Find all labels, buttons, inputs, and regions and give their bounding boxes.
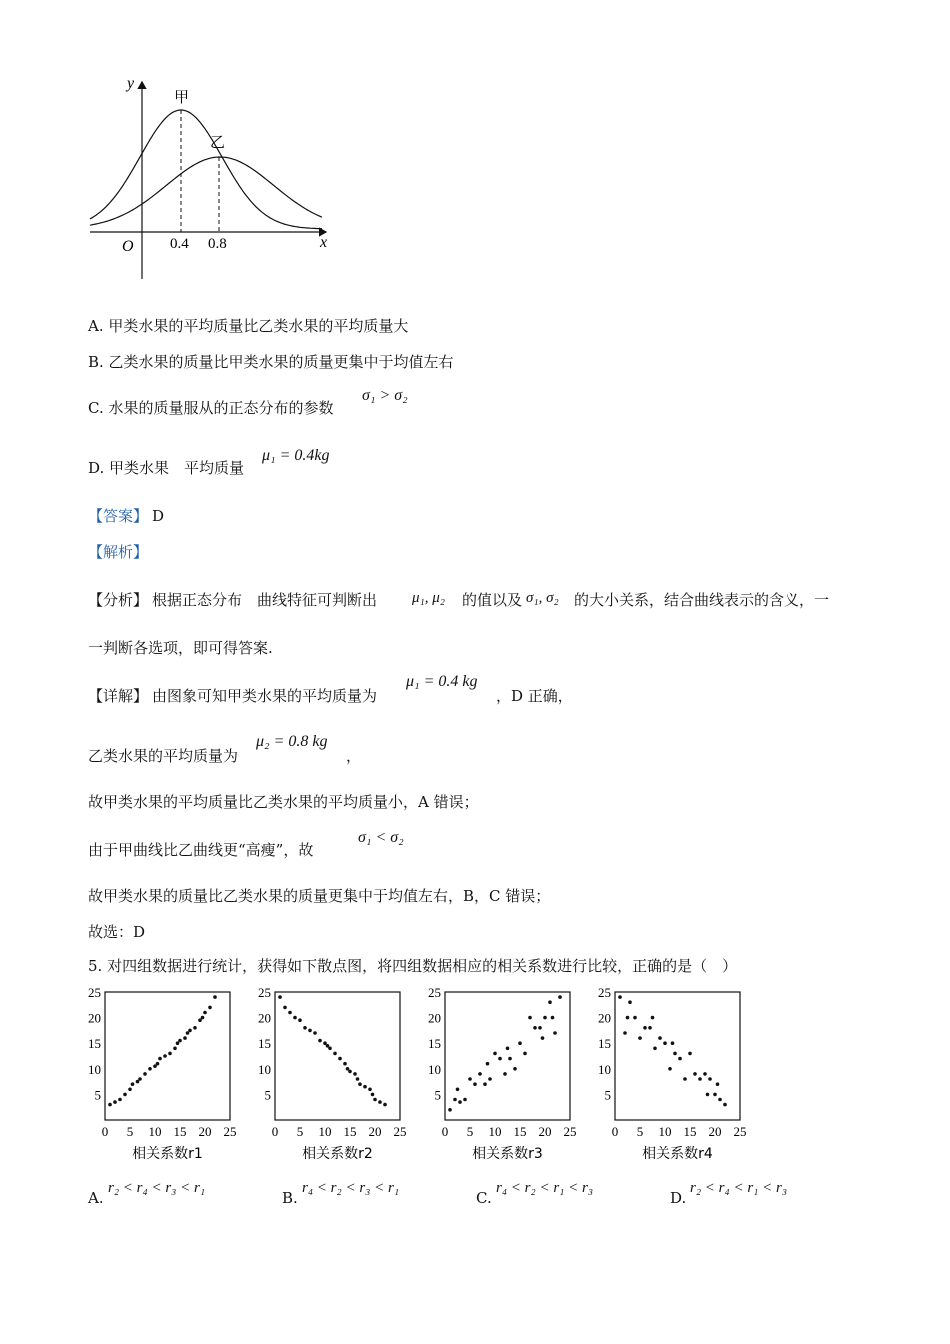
scatter-point xyxy=(663,1041,667,1045)
q5-option-a-math: r₂ < r₄ < r₃ < r₁ xyxy=(108,1180,206,1196)
scatter-point xyxy=(506,1047,510,1051)
fenxi-text-2: 的值以及 xyxy=(462,591,523,609)
y-tick-label: 20 xyxy=(88,1010,101,1026)
scatter-point xyxy=(203,1011,207,1015)
scatter-point xyxy=(368,1088,372,1092)
scatter-point xyxy=(358,1082,362,1086)
scatter-point xyxy=(633,1016,637,1020)
scatter-point xyxy=(298,1018,302,1022)
scatter-point xyxy=(648,1026,652,1030)
q5-option-b-label: B. xyxy=(282,1189,298,1207)
x-axis-label: x xyxy=(320,234,328,251)
scatter-point xyxy=(653,1047,657,1051)
q4-option-d-math: μ₁ = 0.4kg xyxy=(262,447,330,464)
y-tick-label: 25 xyxy=(88,985,101,1000)
scatter-point xyxy=(373,1098,377,1102)
scatter-point xyxy=(716,1082,720,1086)
detail-line-5: 故甲类水果的质量比乙类水果的质量更集中于均值左右，B，C 错误； xyxy=(88,887,551,905)
scatter-point xyxy=(201,1016,205,1020)
x-tick-label: 20 xyxy=(368,1124,382,1139)
scatter-point xyxy=(333,1052,337,1056)
scatter-point xyxy=(453,1098,457,1102)
scatter-frame-3 xyxy=(445,992,570,1120)
fenxi-text-1: 根据正态分布 曲线特征可判断出 xyxy=(152,591,378,609)
scatter-point xyxy=(638,1036,642,1040)
fenxi-line-2: 一判断各选项，即可得答案. xyxy=(88,639,273,657)
scatter-point xyxy=(113,1100,117,1104)
y-tick-label: 25 xyxy=(598,985,611,1000)
curve-jia-label: 甲 xyxy=(174,90,190,106)
scatter-point xyxy=(198,1018,202,1022)
q4-option-b: B. 乙类水果的质量比甲类水果的质量更集中于均值左右 xyxy=(88,353,454,371)
x-tick-label: 15 xyxy=(343,1124,357,1139)
analysis-tag: 【解析】 xyxy=(88,543,149,561)
y-tick-label: 10 xyxy=(428,1061,441,1077)
scatter-point xyxy=(186,1031,190,1035)
scatter-point xyxy=(458,1100,462,1104)
fenxi-math-1: μ₁, μ₂ xyxy=(412,590,445,606)
y-tick-label: 15 xyxy=(258,1036,271,1052)
x-tick-label: 15 xyxy=(173,1124,187,1139)
x-tick-label: 25 xyxy=(393,1124,407,1139)
scatter-point xyxy=(493,1052,497,1056)
answer-value: D xyxy=(152,507,165,525)
detail-line-6: 故选：D xyxy=(88,923,146,941)
y-tick-label: 5 xyxy=(604,1087,611,1103)
scatter-point xyxy=(538,1026,542,1030)
scatter-point xyxy=(688,1052,692,1056)
scatter-point xyxy=(213,995,217,999)
scatter-point xyxy=(706,1093,710,1097)
scatter-point xyxy=(618,995,622,999)
scatter-frame-4 xyxy=(615,992,740,1120)
scatter-point xyxy=(178,1039,182,1043)
scatter-xlabel-1: 相关系数r1 xyxy=(132,1146,203,1162)
y-tick-label: 25 xyxy=(258,985,271,1000)
y-axis-label: y xyxy=(127,75,135,92)
scatter-plots xyxy=(80,982,770,1164)
scatter-point xyxy=(498,1057,502,1061)
scatter-point xyxy=(293,1016,297,1020)
tick-label-0-4: 0.4 xyxy=(170,236,189,252)
scatter-point xyxy=(378,1100,382,1104)
y-tick-label: 25 xyxy=(428,985,441,1000)
scatter-point xyxy=(541,1036,545,1040)
detail-text-4: 由于甲曲线比乙曲线更“高瘦”，故 xyxy=(88,841,314,859)
fenxi-tag: 【分析】 xyxy=(88,591,149,609)
curve-yi xyxy=(90,157,322,225)
y-tick-label: 10 xyxy=(598,1061,611,1077)
x-tick-label: 20 xyxy=(538,1124,552,1139)
scatter-point xyxy=(208,1006,212,1010)
scatter-point xyxy=(478,1072,482,1076)
detail-math-1: μ₁ = 0.4 kg xyxy=(406,673,478,690)
detail-math-4: σ₁ < σ₂ xyxy=(358,829,404,846)
scatter-point xyxy=(643,1026,647,1030)
scatter-point xyxy=(523,1052,527,1056)
y-tick-label: 20 xyxy=(598,1010,611,1026)
q5-stem: 5. 对四组数据进行统计，获得如下散点图，将四组数据相应的相关系数进行比较，正确的是（ ） xyxy=(88,957,738,975)
scatter-point xyxy=(463,1098,467,1102)
scatter-point xyxy=(508,1057,512,1061)
scatter-point xyxy=(371,1093,375,1097)
scatter-point xyxy=(303,1026,307,1030)
scatter-point xyxy=(533,1026,537,1030)
scatter-point xyxy=(456,1088,460,1092)
x-tick-label: 5 xyxy=(126,1124,134,1139)
q5-option-a-label: A. xyxy=(88,1189,104,1207)
scatter-point xyxy=(118,1098,122,1102)
scatter-point xyxy=(168,1052,172,1056)
q4-option-c-text: C. 水果的质量服从的正态分布的参数 xyxy=(88,399,334,417)
scatter-point xyxy=(176,1041,180,1045)
scatter-point xyxy=(278,995,282,999)
y-tick-label: 20 xyxy=(428,1010,441,1026)
q5-option-c-label: C. xyxy=(476,1189,492,1207)
x-tick-label: 0 xyxy=(611,1124,619,1139)
scatter-point xyxy=(343,1062,347,1066)
y-tick-label: 15 xyxy=(88,1036,101,1052)
detail-line-3: 故甲类水果的平均质量比乙类水果的平均质量小，A 错误； xyxy=(88,793,479,811)
scatter-point xyxy=(188,1029,192,1033)
scatter-point xyxy=(628,1000,632,1004)
detail-text-1: 由图象可知甲类水果的平均质量为 xyxy=(152,687,378,705)
scatter-point xyxy=(163,1054,167,1058)
detail-text-1b: ，D 正确， xyxy=(496,687,573,705)
scatter-point xyxy=(363,1085,367,1089)
q5-option-b-math: r₄ < r₂ < r₃ < r₁ xyxy=(302,1180,400,1196)
fenxi-text-3: 的大小关系，结合曲线表示的含义，一 xyxy=(574,591,830,609)
scatter-point xyxy=(173,1047,177,1051)
detail-math-2: μ₂ = 0.8 kg xyxy=(256,733,328,750)
scatter-point xyxy=(693,1072,697,1076)
q5-option-d-label: D. xyxy=(670,1189,687,1207)
curve-jia xyxy=(90,110,322,229)
detail-tag: 【详解】 xyxy=(88,687,149,705)
normal-curves-figure xyxy=(86,72,346,287)
scatter-point xyxy=(318,1039,322,1043)
scatter-xlabel-4: 相关系数r4 xyxy=(642,1146,713,1162)
scatter-point xyxy=(626,1016,630,1020)
scatter-point xyxy=(383,1103,387,1107)
y-tick-label: 20 xyxy=(258,1010,271,1026)
x-tick-label: 5 xyxy=(296,1124,304,1139)
x-tick-label: 20 xyxy=(198,1124,212,1139)
scatter-point xyxy=(548,1000,552,1004)
scatter-point xyxy=(473,1082,477,1086)
scatter-point xyxy=(123,1093,127,1097)
q4-option-d-text: D. 甲类水果 平均质量 xyxy=(88,459,245,477)
scatter-point xyxy=(488,1077,492,1081)
y-tick-label: 5 xyxy=(434,1087,441,1103)
scatter-point xyxy=(346,1067,350,1071)
scatter-point xyxy=(108,1103,112,1107)
x-tick-label: 20 xyxy=(708,1124,722,1139)
scatter-point xyxy=(651,1016,655,1020)
scatter-point xyxy=(623,1031,627,1035)
y-tick-label: 10 xyxy=(88,1061,101,1077)
scatter-point xyxy=(673,1052,677,1056)
scatter-point xyxy=(313,1031,317,1035)
scatter-point xyxy=(483,1082,487,1086)
scatter-point xyxy=(543,1016,547,1020)
scatter-point xyxy=(468,1077,472,1081)
answer-tag: 【答案】 xyxy=(88,507,149,525)
scatter-point xyxy=(668,1067,672,1071)
x-tick-label: 10 xyxy=(658,1124,672,1139)
scatter-point xyxy=(703,1072,707,1076)
scatter-point xyxy=(708,1077,712,1081)
scatter-point xyxy=(356,1077,360,1081)
scatter-point xyxy=(283,1006,287,1010)
scatter-xlabel-3: 相关系数r3 xyxy=(472,1146,543,1162)
scatter-point xyxy=(448,1108,452,1112)
x-tick-label: 0 xyxy=(271,1124,279,1139)
fenxi-math-2: σ₁, σ₂ xyxy=(526,590,559,606)
x-tick-label: 5 xyxy=(636,1124,644,1139)
y-tick-label: 15 xyxy=(598,1036,611,1052)
x-tick-label: 25 xyxy=(223,1124,237,1139)
scatter-point xyxy=(713,1093,717,1097)
scatter-point xyxy=(683,1077,687,1081)
origin-label: O xyxy=(122,238,134,255)
scatter-point xyxy=(348,1070,352,1074)
curve-yi-label: 乙 xyxy=(210,135,226,151)
y-tick-label: 10 xyxy=(258,1061,271,1077)
scatter-point xyxy=(156,1062,160,1066)
scatter-point xyxy=(148,1067,152,1071)
scatter-point xyxy=(551,1016,555,1020)
scatter-point xyxy=(486,1062,490,1066)
scatter-point xyxy=(131,1082,135,1086)
scatter-point xyxy=(698,1077,702,1081)
scatter-point xyxy=(723,1103,727,1107)
x-tick-label: 25 xyxy=(733,1124,747,1139)
x-tick-label: 10 xyxy=(488,1124,502,1139)
scatter-point xyxy=(183,1036,187,1040)
scatter-point xyxy=(338,1057,342,1061)
scatter-point xyxy=(288,1011,292,1015)
scatter-point xyxy=(136,1080,140,1084)
x-tick-label: 10 xyxy=(148,1124,162,1139)
scatter-point xyxy=(553,1031,557,1035)
scatter-point xyxy=(658,1036,662,1040)
x-tick-label: 15 xyxy=(683,1124,697,1139)
scatter-point xyxy=(138,1077,142,1081)
scatter-point xyxy=(128,1088,132,1092)
x-tick-label: 10 xyxy=(318,1124,332,1139)
detail-text-2: 乙类水果的平均质量为 xyxy=(88,747,239,765)
scatter-point xyxy=(671,1041,675,1045)
scatter-frame-1 xyxy=(105,992,230,1120)
q4-option-a: A. 甲类水果的平均质量比乙类水果的平均质量大 xyxy=(88,317,409,335)
scatter-point xyxy=(678,1057,682,1061)
scatter-point xyxy=(518,1041,522,1045)
detail-text-2b: ， xyxy=(346,747,362,765)
scatter-point xyxy=(528,1016,532,1020)
scatter-point xyxy=(558,995,562,999)
y-tick-label: 15 xyxy=(428,1036,441,1052)
scatter-point xyxy=(143,1072,147,1076)
scatter-point xyxy=(718,1098,722,1102)
scatter-frame-2 xyxy=(275,992,400,1120)
q5-option-d-math: r₂ < r₄ < r₁ < r₃ xyxy=(690,1180,788,1196)
y-tick-label: 5 xyxy=(94,1087,101,1103)
x-tick-label: 25 xyxy=(563,1124,577,1139)
scatter-point xyxy=(328,1047,332,1051)
scatter-point xyxy=(308,1029,312,1033)
x-tick-label: 0 xyxy=(101,1124,109,1139)
scatter-xlabel-2: 相关系数r2 xyxy=(302,1146,373,1162)
tick-label-0-8: 0.8 xyxy=(208,236,227,252)
y-tick-label: 5 xyxy=(264,1087,271,1103)
q4-option-c-math: σ₁ > σ₂ xyxy=(362,387,408,404)
scatter-point xyxy=(513,1067,517,1071)
x-tick-label: 0 xyxy=(441,1124,449,1139)
scatter-point xyxy=(193,1026,197,1030)
scatter-point xyxy=(353,1072,357,1076)
q5-option-c-math: r₄ < r₂ < r₁ < r₃ xyxy=(496,1180,594,1196)
x-tick-label: 15 xyxy=(513,1124,527,1139)
scatter-point xyxy=(323,1041,327,1045)
scatter-point xyxy=(158,1057,162,1061)
x-tick-label: 5 xyxy=(466,1124,474,1139)
scatter-point xyxy=(503,1072,507,1076)
